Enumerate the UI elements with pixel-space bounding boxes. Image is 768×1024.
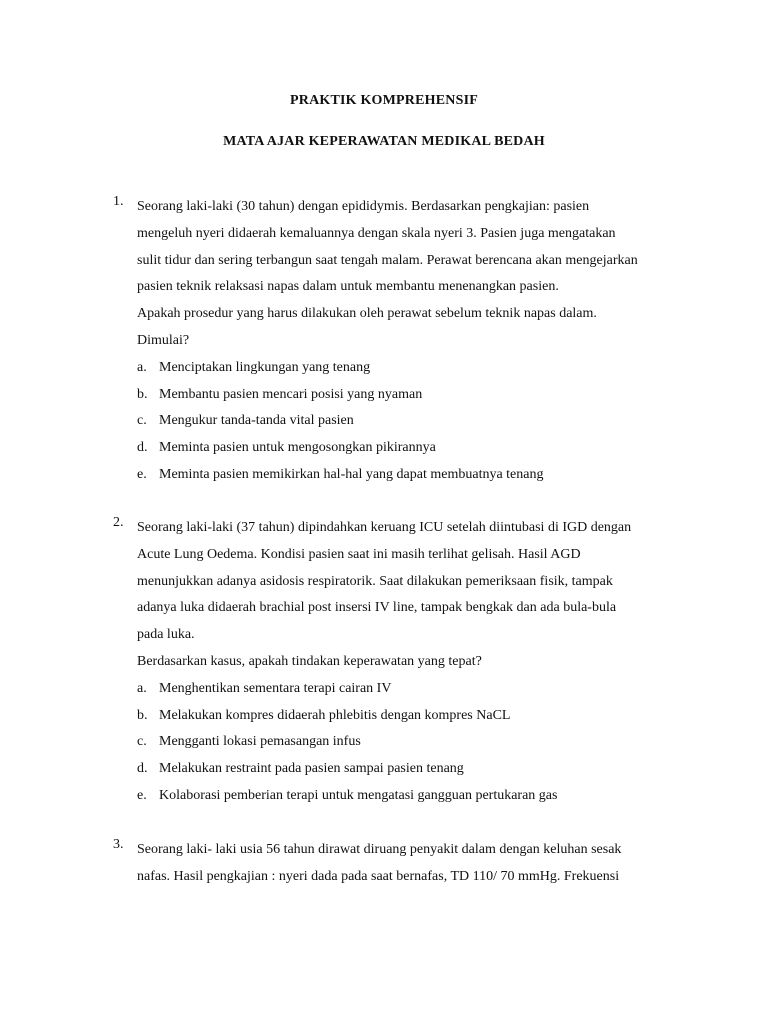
option-text: Mengganti lokasi pemasangan infus bbox=[159, 734, 361, 750]
question-text bbox=[137, 515, 680, 810]
document-title: PRAKTIK KOMPREHENSIF bbox=[290, 93, 478, 108]
question-line: Seorang laki-laki (37 tahun) dipindahkan keruang ICU setelah diintubasi di IGD dengan bbox=[137, 520, 632, 535]
option-letter: e. bbox=[137, 466, 147, 482]
question-line: Berdasarkan kasus, apakah tindakan keperawatan yang tepat? bbox=[137, 653, 482, 669]
question-line: menunjukkan adanya asidosis respiratorik. Saat dilakukan pemeriksaan fisik, tampak bbox=[137, 573, 613, 589]
option-letter: e. bbox=[137, 787, 147, 803]
answer-option-d bbox=[137, 756, 680, 783]
question-text bbox=[137, 194, 680, 489]
question-number: 2. bbox=[113, 515, 124, 530]
question-line: Dimulai? bbox=[137, 332, 190, 348]
option-text: Membantu pasien mencari posisi yang nyaman bbox=[159, 386, 423, 402]
option-text: Meminta pasien untuk mengosongkan pikirannya bbox=[159, 440, 436, 456]
answer-option-e bbox=[137, 783, 680, 810]
question-3 bbox=[113, 837, 683, 891]
question-line: nafas. Hasil pengkajian : nyeri dada pada saat bernafas, TD 110/ 70 mmHg. Frekuensi bbox=[137, 868, 620, 884]
option-letter: b. bbox=[137, 386, 148, 402]
option-text: Mengukur tanda-tanda vital pasien bbox=[159, 413, 354, 429]
option-text: Kolaborasi pemberian terapi untuk mengatasi gangguan pertukaran gas bbox=[159, 787, 558, 803]
option-letter: c. bbox=[137, 734, 147, 750]
option-letter: a. bbox=[137, 359, 147, 375]
question-text bbox=[137, 837, 680, 891]
question-line: Seorang laki- laki usia 56 tahun dirawat diruang penyakit dalam dengan keluhan sesak bbox=[137, 842, 622, 857]
answer-option-a bbox=[137, 676, 680, 703]
option-letter: a. bbox=[137, 680, 147, 696]
question-2 bbox=[113, 515, 683, 810]
question-line: sulit tidur dan sering terbangun saat tengah malam. Perawat berencana akan mengejarkan bbox=[137, 252, 638, 268]
question-number: 1. bbox=[113, 194, 124, 209]
option-text: Melakukan kompres didaerah phlebitis dengan kompres NaCL bbox=[159, 707, 511, 723]
option-letter: b. bbox=[137, 707, 148, 723]
option-text: Melakukan restraint pada pasien sampai pasien tenang bbox=[159, 761, 464, 777]
question-line: adanya luka didaerah brachial post insersi IV line, tampak bengkak dan ada bula-bula bbox=[137, 600, 617, 616]
question-line: Acute Lung Oedema. Kondisi pasien saat ini masih terlihat gelisah. Hasil AGD bbox=[137, 546, 581, 562]
option-text: Meminta pasien memikirkan hal-hal yang dapat membuatnya tenang bbox=[159, 466, 544, 482]
option-text: Menciptakan lingkungan yang tenang bbox=[159, 359, 371, 375]
question-1 bbox=[113, 194, 683, 489]
answer-options bbox=[137, 355, 680, 489]
answer-option-d bbox=[137, 435, 680, 462]
question-line: Seorang laki-laki (30 tahun) dengan epididymis. Berdasarkan pengkajian: pasien bbox=[137, 199, 590, 214]
option-letter: c. bbox=[137, 413, 147, 429]
question-number: 3. bbox=[113, 837, 124, 852]
question-line: pada luka. bbox=[137, 627, 195, 643]
question-line: pasien teknik relaksasi napas dalam untuk membantu menenangkan pasien. bbox=[137, 279, 559, 295]
answer-option-e bbox=[137, 462, 680, 489]
answer-option-c bbox=[137, 408, 680, 435]
answer-option-c bbox=[137, 729, 680, 756]
option-letter: d. bbox=[137, 440, 148, 456]
option-letter: d. bbox=[137, 761, 148, 777]
answer-option-a bbox=[137, 355, 680, 382]
document-subtitle: MATA AJAR KEPERAWATAN MEDIKAL BEDAH bbox=[223, 134, 545, 149]
question-line: mengeluh nyeri didaerah kemaluannya dengan skala nyeri 3. Pasien juga mengatakan bbox=[137, 225, 616, 241]
question-line: Apakah prosedur yang harus dilakukan oleh perawat sebelum teknik napas dalam. bbox=[137, 306, 597, 322]
answer-option-b bbox=[137, 382, 680, 409]
option-text: Menghentikan sementara terapi cairan IV bbox=[159, 680, 392, 696]
answer-options bbox=[137, 676, 680, 810]
answer-option-b bbox=[137, 703, 680, 730]
